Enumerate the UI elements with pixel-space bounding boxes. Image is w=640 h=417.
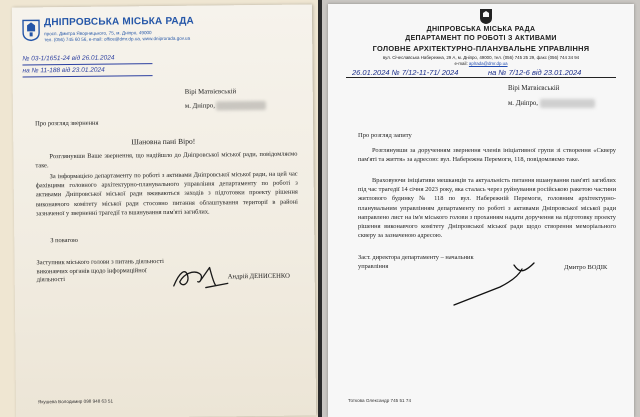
body-paragraph-1: Розглянувши Ваше звернення, що надійшло до Дніпровської міської ради, повідомляємо таке. xyxy=(35,150,298,170)
subject-line: Про розгляд звернення xyxy=(35,119,99,128)
body-paragraph-2: За інформацією департаменту по роботі з активами Дніпровської міської ради, на цей час фахівцями головного архітектурно-планувального управління департаменту по роботі з активами Дніпровської міської ради вживаються заходів з підготовки проекту рішення виконавчого комітету міської ради стосовно питання облаштування території в районі зазначеної у зверненні трагедії та вшанування пам'яті загиблих. xyxy=(35,170,298,218)
signature-mark xyxy=(448,259,543,309)
letterhead-address: просп. Дмитра Яворницького, 75, м. Дніпро, 49000 xyxy=(44,30,152,37)
signer-position: Заст. директора департаменту – начальник управління xyxy=(358,254,474,270)
registration-underline xyxy=(23,75,153,77)
greeting: Шановна пані Віро! xyxy=(131,136,196,147)
signer-name: Дмитро ВОДІК xyxy=(564,264,608,271)
subject-line: Про розгляд запиту xyxy=(358,132,412,139)
closing: З повагою xyxy=(50,236,78,245)
body-paragraph-2: Враховуючи ініціативи мешканців та актуальність питання вшанування пам'яті загиблих під час трагедії 14 січня 2023 року, яка сталась через руйнування російською ракетою частини житлового будинку № 118 по вул. Набережній Перемоги, головним архітектурно-планувальним управлінням департаменту по роботі з активами Дніпровської міської ради направлено лист на ім'я міського голови з проханням надати доручення на підготовку проекту рішення виконавчого комітету Дніпровської міської ради щодо створення меморіального скверу за зазначеною адресою. xyxy=(358,177,616,240)
letterhead-department: ДЕПАРТАМЕНТ ПО РОБОТІ З АКТИВАМИ xyxy=(405,35,557,42)
letterhead-city: ДНІПРОВСЬКА МІСЬКА РАДА xyxy=(43,15,195,29)
signer-position: Заступник міського голови з питань діяльності виконавчих органів щодо інформаційної діяльності xyxy=(36,258,164,284)
addressee-name: Вірі Матвієвській xyxy=(508,85,560,92)
letterhead-email-line: e-mail: aplrada@dmr.dp.ua xyxy=(454,61,508,66)
body-paragraph-1: Розглянувши за дорученням звернення членів ініціативної групи зі створення «Скверу пам'яті та життя» за адресою: вул. Набережна Перемоги, 118, повідомляємо таке. xyxy=(358,147,616,164)
email-link[interactable]: aplrada@dmr.dp.ua xyxy=(468,61,508,66)
addressee-city: м. Дніпро, xyxy=(508,100,538,107)
email-label: e-mail xyxy=(454,61,467,66)
left-letter-page xyxy=(12,4,316,417)
registration-underline xyxy=(22,63,152,65)
letterhead-division: ГОЛОВНЕ АРХІТЕКТУРНО-ПЛАНУВАЛЬНЕ УПРАВЛІННЯ xyxy=(372,44,590,53)
executor-footer: Тоткова Олександр 745 51 74 xyxy=(348,398,411,403)
right-letter-photo xyxy=(322,0,640,417)
city-emblem-icon xyxy=(479,8,493,25)
header-divider xyxy=(346,77,616,78)
left-letter-photo xyxy=(0,0,318,417)
redacted-address xyxy=(540,99,595,108)
registration-incoming: на № 11-188 від 23.01.2024 xyxy=(22,66,105,75)
redacted-address xyxy=(216,101,266,111)
executor-footer: Якушева Володимир 098 948 63 51 xyxy=(37,398,114,405)
signer-name: Андрій ДЕНИСЕНКО xyxy=(227,272,290,281)
addressee-name: Вірі Матвієвській xyxy=(184,88,237,96)
letterhead-council: ДНІПРОВСЬКА МІСЬКА РАДА xyxy=(426,26,536,33)
registration-outgoing: 26.01.2024 № 7/12-11-71/ 2024 xyxy=(352,68,459,77)
registration-outgoing: № 03-1/1651-24 від 26.01.2024 xyxy=(22,54,115,63)
registration-incoming: на № 7/12-6 від 23.01.2024 xyxy=(488,68,582,77)
signature-mark xyxy=(170,261,230,292)
letterhead-contacts: тел. (056) 745 60 56, e-mail: office@dmr.dp.ua, www.dniprorada.gov.ua xyxy=(44,35,191,43)
city-emblem-icon xyxy=(22,19,40,41)
letterhead-address: вул. Січеславська Набережна, 29 А, м. Дніпро, 49000, тел. (056) 745 25 29, факс (056) 744 34 94 xyxy=(382,55,580,60)
right-letter-page xyxy=(328,4,634,417)
addressee-city: м. Дніпро, xyxy=(184,102,215,110)
